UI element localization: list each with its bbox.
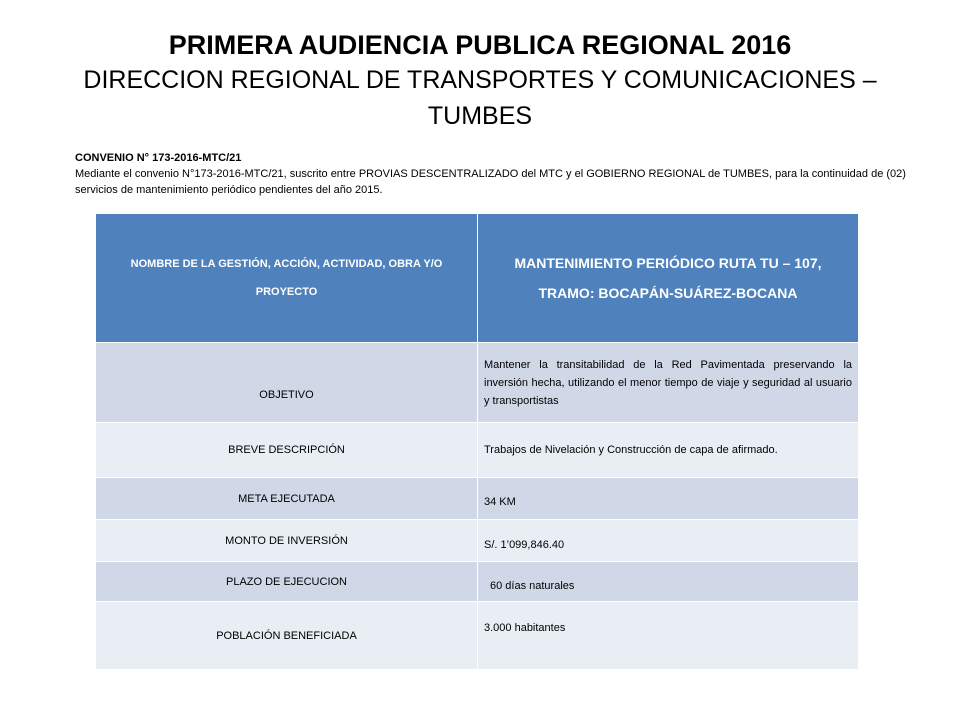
row-label-poblacion: POBLACIÓN BENEFICIADA [96,602,478,670]
convenio-heading: CONVENIO N° 173-2016-MTC/21 [75,152,242,164]
table-row [96,423,859,478]
row-label-meta: META EJECUTADA [96,478,478,520]
row-value-poblacion: 3.000 habitantes [478,602,859,670]
row-value-monto: S/. 1’099,846.40 [478,520,859,562]
table-row [96,343,859,423]
table-row [96,478,859,520]
table-row [96,602,859,670]
title-block [40,28,920,134]
page-title: PRIMERA AUDIENCIA PUBLICA REGIONAL 2016 [168,30,792,60]
table-row [96,520,859,562]
row-value-plazo: 60 días naturales [478,562,859,602]
page-subtitle-line-2: TUMBES [427,102,533,130]
convenio-section [75,150,925,198]
row-value-descripcion: Trabajos de Nivelación y Construcción de capa de afirmado. [478,423,859,478]
row-label-monto: MONTO DE INVERSIÓN [96,520,478,562]
row-value-objetivo: Mantener la transitabilidad de la Red Pavimentada preservando la inversión hecha, utilizando el menor tiempo de viaje y seguridad al usuario y transportistas [478,343,859,423]
table-row [96,562,859,602]
header-label-cell: NOMBRE DE LA GESTIÓN, ACCIÓN, ACTIVIDAD, OBRA Y/O PROYECTO [96,214,478,343]
row-value-meta: 34 KM [478,478,859,520]
table-header-row [96,214,859,343]
page-subtitle-line-1: DIRECCION REGIONAL DE TRANSPORTES Y COMUNICACIONES – [83,66,877,94]
row-label-plazo: PLAZO DE EJECUCION [96,562,478,602]
convenio-body: Mediante el convenio N°173-2016-MTC/21, suscrito entre PROVIAS DESCENTRALIZADO del MTC y el GOBIERNO REGIONAL de TUMBES, para la continuidad de (02) servicios de mantenimiento periódico pendientes del año 2015. [75,168,906,196]
row-label-descripcion: BREVE DESCRIPCIÓN [96,423,478,478]
header-project-name-cell: MANTENIMIENTO PERIÓDICO RUTA TU – 107, TRAMO: BOCAPÁN-SUÁREZ-BOCANA [478,214,859,343]
row-label-objetivo: OBJETIVO [96,343,478,423]
project-info-table [95,213,859,670]
